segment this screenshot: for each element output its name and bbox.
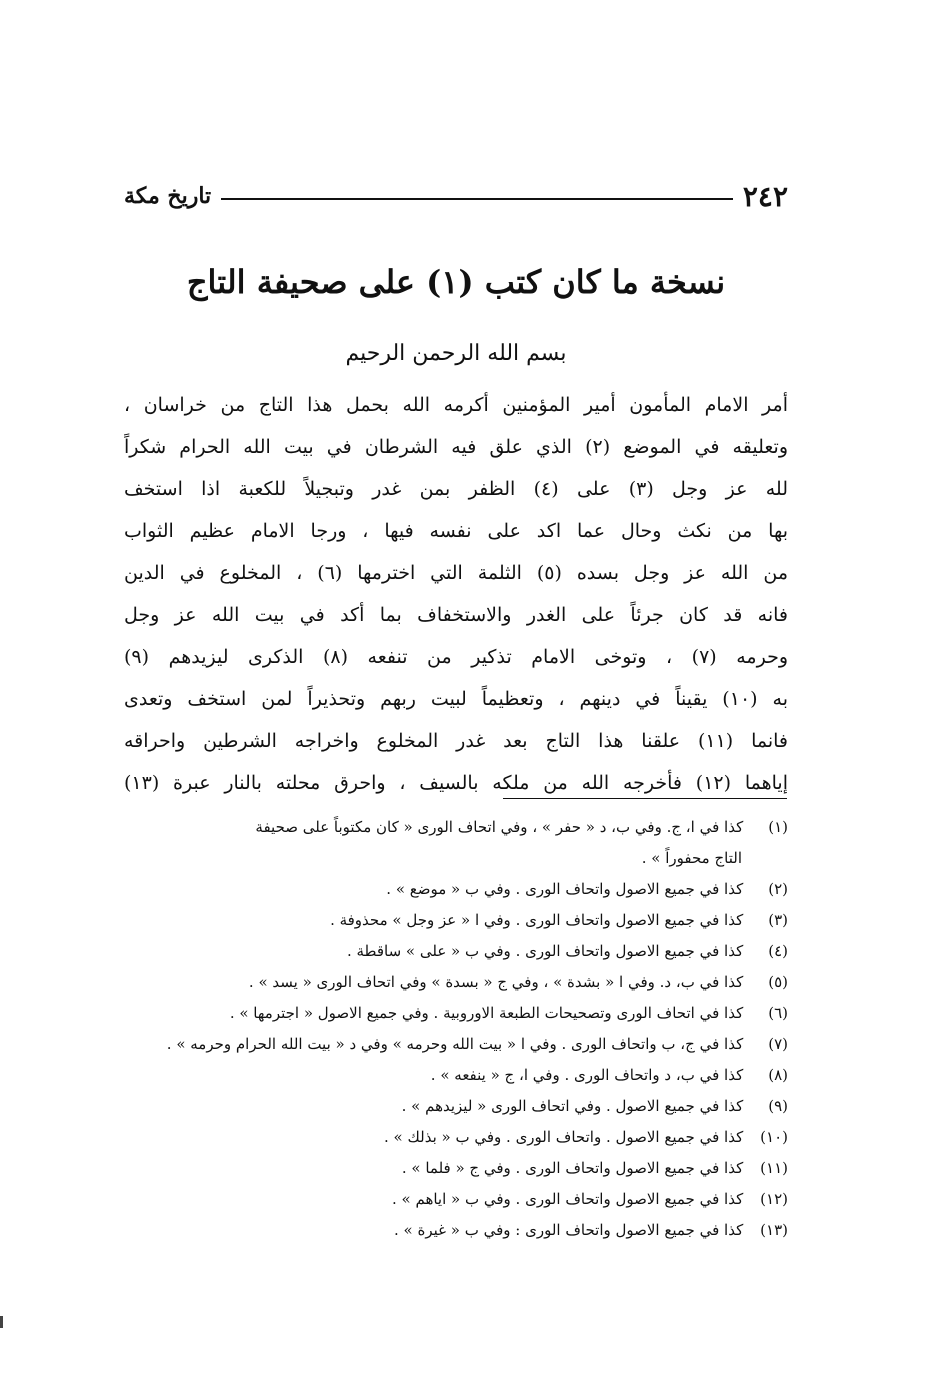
body-line: بها من نكث وحال عما اكد على نفسه فيها ، ورجا الامام عظيم الثواب: [124, 520, 788, 542]
body-line: به (١٠) يقيناً في دينهم ، وتعظيماً لبيت ربهم وتحذيراً لمن استخف وتعدى: [124, 688, 788, 710]
footnote-text: كذا في جميع الاصول واتحاف الورى . وفي ب « على » ساقطة .: [346, 942, 744, 960]
footnote-number: (٦): [768, 1004, 788, 1022]
body-line: إياهما (١٢) فأخرجه الله من ملكه بالسيف ، واحرق محلته بالنار عبرة (١٣): [124, 772, 788, 794]
footnote-9: [124, 1091, 788, 1122]
footnote-text: كذا في جميع الاصول . وفي اتحاف الورى « ليزيدهم » .: [401, 1097, 744, 1115]
footnote-text: التاج محفوراً » .: [641, 849, 742, 867]
running-title: تاريخ مكة: [124, 183, 212, 209]
footnote-text: كذا في جميع الاصول واتحاف الورى . وفي ب « موضع » .: [386, 880, 744, 898]
footnote-number: (٩): [768, 1097, 788, 1115]
body-line: فانما (١١) علقنا هذا التاج بعد غدر المخلوع واخراجه الشرطين واحراقه: [124, 730, 788, 752]
page-number: ٢٤٢: [742, 179, 788, 213]
basmala: بسم الله الرحمن الرحيم: [345, 341, 567, 366]
footnote-text: كذا في جميع الاصول واتحاف الورى . وفي ا « عز وجل » محذوفة .: [330, 911, 744, 929]
header-rule: [221, 198, 733, 200]
footnote-number: (١٣): [760, 1221, 788, 1239]
footnote-number: (٨): [768, 1066, 788, 1084]
footnote-13: [124, 1215, 788, 1246]
body-text: [124, 384, 788, 804]
body-line: وتعليقه في الموضع (٢) الذي علق فيه الشرطان في بيت الله الحرام شكراً: [124, 436, 788, 458]
body-line: وحرمه (٧) ، وتوخى الامام تذكير من تنفعه (٨) الذكرى ليزيدهم (٩): [124, 646, 788, 668]
footnote-text: كذا في جميع الاصول واتحاف الورى . وفي ب « اياهم » .: [391, 1190, 744, 1208]
body-line: فانه قد كان جرئاً على الغدر والاستخفاف بما أكد في بيت الله عز وجل: [124, 604, 788, 626]
footnote-text: كذا في جميع الاصول واتحاف الورى . وفي ج « فلما » .: [401, 1159, 744, 1177]
footnote-text: كذا في ا، ج. وفي ب، د « حفر » ، وفي اتحاف الورى « كان مكتوباً على صحيفة: [255, 818, 744, 836]
body-line: من الله عز وجل بسده (٥) الثلمة التي اخترمها (٦) ، المخلوع في الدين: [124, 562, 788, 584]
footnote-number: (١١): [760, 1159, 788, 1177]
footnote-10: [124, 1122, 788, 1153]
footnote-1: [124, 812, 788, 843]
footnote-5: [124, 967, 788, 998]
footnote-rule: [503, 798, 787, 799]
footnote-8: [124, 1060, 788, 1091]
footnote-text: كذا في جميع الاصول واتحاف الورى : وفي ب « غيرة » .: [394, 1221, 744, 1239]
footnote-11: [124, 1153, 788, 1184]
footnote-number: (١): [768, 818, 788, 836]
footnote-text: كذا في ج، ب واتحاف الورى . وفي ا « بيت الله وحرمه » وفي د « بيت الله الحرام وحرمه » .: [166, 1035, 744, 1053]
body-line: لله عز وجل (٣) على (٤) الظفر بمن غدر وتبجيلاً للكعبة اذا استخف: [124, 478, 788, 500]
footnote-2: [124, 874, 788, 905]
footnote-number: (٥): [768, 973, 788, 991]
footnote-number: (٧): [768, 1035, 788, 1053]
footnote-number: (٣): [768, 911, 788, 929]
footnote-text: كذا في اتحاف الورى وتصحيحات الطبعة الاوروبية . وفي جميع الاصول « اجترمها » .: [229, 1004, 744, 1022]
footnote-3: [124, 905, 788, 936]
footnote-number: (٢): [768, 880, 788, 898]
footnote-text: كذا في جميع الاصول . واتحاف الورى . وفي ب « بذلك » .: [384, 1128, 744, 1146]
footnote-text: كذا في ب، د واتحاف الورى . وفي ا، ج « ينفعه » .: [430, 1066, 744, 1084]
footnote-12: [124, 1184, 788, 1215]
footnote-1-continuation: [124, 843, 788, 874]
footnotes: [124, 812, 788, 1246]
footnote-6: [124, 998, 788, 1029]
body-line: أمر الامام المأمون أمير المؤمنين أكرمه الله بحمل هذا التاج من خراسان ،: [124, 394, 788, 416]
section-title: نسخة ما كان كتب (١) على صحيفة التاج: [186, 263, 726, 301]
footnote-number: (١٢): [760, 1190, 788, 1208]
scan-edge-mark: [0, 1316, 3, 1328]
footnote-number: (١٠): [760, 1128, 788, 1146]
running-header: [124, 176, 788, 216]
footnote-7: [124, 1029, 788, 1060]
footnote-4: [124, 936, 788, 967]
footnote-text: كذا في ب، د. وفي ا « بشدة » ، وفي ج « بسدة » وفي اتحاف الورى « يسد » .: [248, 973, 744, 991]
footnote-number: (٤): [768, 942, 788, 960]
